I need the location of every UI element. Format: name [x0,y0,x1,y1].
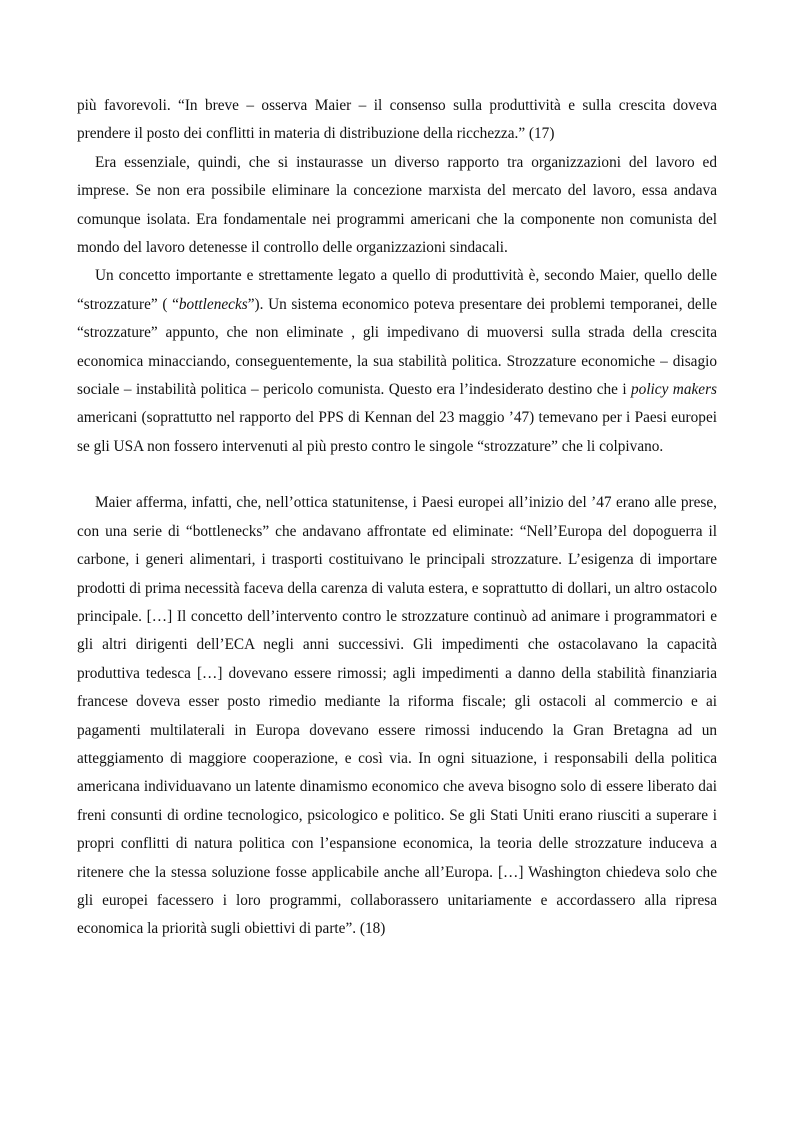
italic-term-policy-makers: policy makers [631,381,717,399]
text-segment: Un concetto importante e strettamente legato a quello di produttività è, secondo Maier, quello delle “strozzature” ( “ [77,267,717,313]
text-segment: americani (soprattutto nel rapporto del PPS di Kennan del 23 maggio ’47) temevano per i Paesi europei se gli USA non fossero intervenuti al più presto contro le singole “strozzature” che li colpivano. [77,409,717,455]
paragraph-labor-relations [77,149,717,263]
text-segment: Era essenziale, quindi, che si instaurasse un diverso rapporto tra organizzazioni del lavoro ed imprese. Se non era possibile eliminare la concezione marxista del mercato del lavoro, essa andava comunque isolata. Era fondamentale nei programmi americani che la componente non comunista del mondo del lavoro detenesse il controllo delle organizzazioni sindacali. [77,153,717,257]
paragraph-bottlenecks-concept [77,262,717,461]
italic-term-bottlenecks: bottlenecks [178,295,248,313]
paragraph-productivity-consensus [77,92,717,149]
text-segment: più favorevoli. “In breve – osserva Maier – il consenso sulla produttività e sulla crescita doveva prendere il posto dei conflitti in materia di distribuzione della ricchezza.” (17) [77,97,717,143]
text-segment: Maier afferma, infatti, che, nell’ottica statunitense, i Paesi europei all’inizio del ’47 erano alle prese, con una serie di “bottlenecks” che andavano affrontate ed eliminate: “Nell’Europa del dopoguerra il carbone, i generi alimentari, i trasporti costituivano le principali strozzature. L’esigenza di importare prodotti di prima necessità faceva della carenza di valuta estera, e soprattutto di dollari, un altro ostacolo principale. […] Il concetto dell’intervento contro le strozzature continuò ad animare i programmatori e gli altri dirigenti dell’ECA negli anni successivi. Gli impedimenti che ostacolavano la capacità produttiva tedesca […] dovevano essere rimossi; agli impedimenti a danno della stabilità finanziaria francese doveva esser posto rimedio mediante la riforma fiscale; gli ostacoli al commercio e ai pagamenti multilaterali in Europa dovevano essere rimossi inducendo la Gran Bretagna ad un atteggiamento di maggiore cooperazione, e così via. In ogni situazione, i responsabili della politica americana individuavano un latente dinamismo economico che aveva bisogno solo di essere liberato dai freni consunti di ordine tecnologico, psicologico e politico. Se gli Stati Uniti erano riusciti a superare i propri conflitti di natura politica con l’espansione economica, la teoria delle strozzature induceva a ritenere che la stessa soluzione fosse applicabile anche all’Europa. […] Washington chiedeva solo che gli europei facessero i loro programmi, collaborassero unitariamente e accordassero alla ripresa economica la priorità sugli obiettivi di parte”. (18) [77,494,717,938]
text-segment: ”). Un sistema economico poteva presentare dei problemi temporanei, delle “strozzature” appunto, che non eliminate , gli impedivano di muoversi sulla strada della crescita economica minacciando, conseguentemente, la sua stabilità politica. Strozzature economiche – disagio sociale – instabilità politica – pericolo comunista. Questo era l’indesiderato destino che i [77,295,717,399]
paragraph-maier-quote [77,489,717,944]
document-page [77,92,717,944]
